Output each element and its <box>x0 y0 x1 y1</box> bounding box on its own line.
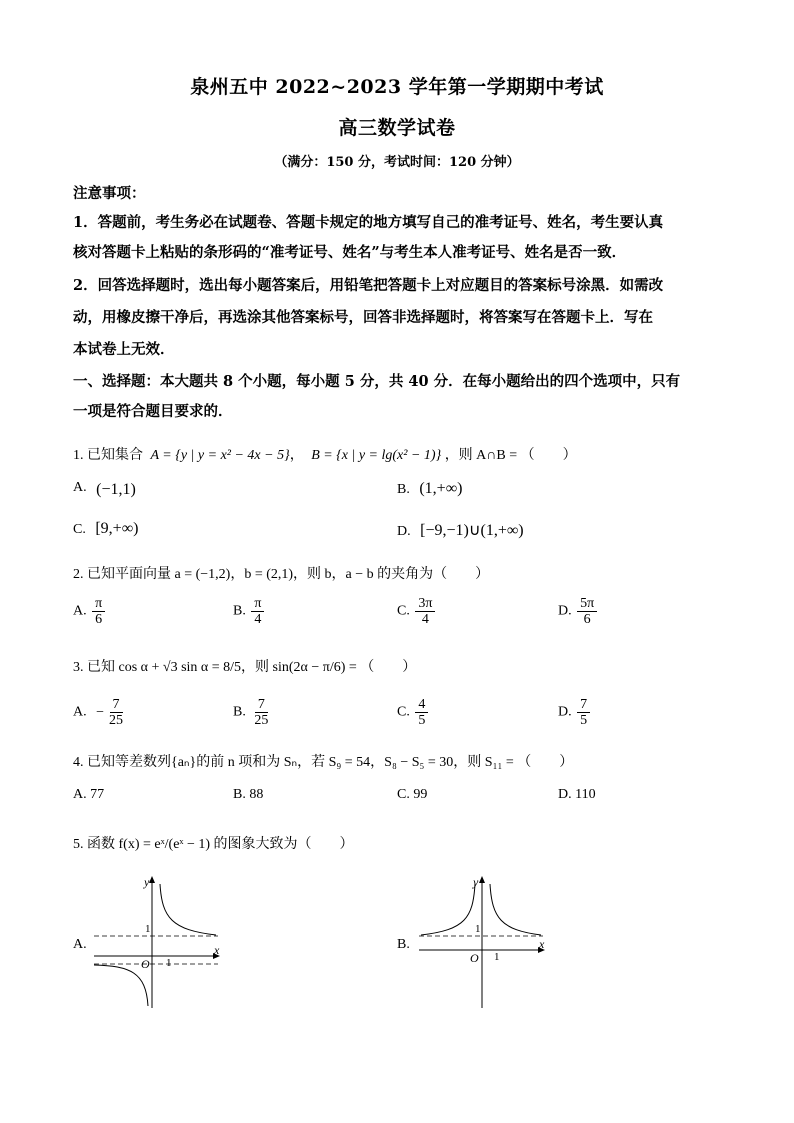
question-2-option-a[interactable] <box>73 596 107 627</box>
option-denominator: 4 <box>421 612 429 627</box>
option-numerator: 7 <box>255 697 268 713</box>
option-denominator: 6 <box>583 612 591 627</box>
curve-right-branch <box>160 884 216 935</box>
question-5-graph-a[interactable] <box>90 870 230 1010</box>
question-5-option-b-label[interactable]: B. <box>397 937 410 952</box>
option-label: C. <box>397 603 410 619</box>
question-1-prefix: 1. 已知集合 <box>73 448 143 463</box>
tick-y-1: 1 <box>475 923 481 935</box>
question-3-option-c[interactable] <box>397 697 430 728</box>
curve-right-branch <box>490 884 541 935</box>
option-numerator: 7 <box>110 697 123 713</box>
origin-label: O <box>141 957 150 971</box>
question-5-stem: 5. 函数 f(x) = eˣ/(eˣ − 1) 的图象大致为（ ） <box>73 837 354 852</box>
option-numerator: π <box>251 596 264 612</box>
notice-item-2-line-3: 本试卷上无效． <box>73 341 175 358</box>
notice-item-2-line-2: 动，用橡皮擦干净后，再选涂其他答案标号，回答非选择题时，将答案写在答题卡上．写在 <box>73 309 653 326</box>
question-1-option-c[interactable] <box>73 520 138 538</box>
question-4-stem: 4. 已知等差数列{aₙ}的前 n 项和为 Sₙ，若 S₉ = 54，S₈ − S₅ = 30，则 S₁₁ = （ ） <box>73 755 574 770</box>
option-label: C. <box>73 522 86 537</box>
curve-left-branch <box>421 884 475 935</box>
option-value: [9,+∞) <box>95 520 139 537</box>
option-numerator: 7 <box>577 697 590 713</box>
curve-left-branch <box>94 965 148 1006</box>
option-denominator: 5 <box>580 713 588 728</box>
question-3-option-d[interactable] <box>558 697 592 728</box>
option-numerator: 5π <box>577 596 597 612</box>
option-label: B. <box>233 704 246 720</box>
option-denominator: 25 <box>109 713 124 728</box>
section-1-heading-line-2: 一项是符合题目要求的． <box>73 403 233 420</box>
page-title: 泉州五中 2022~2023 学年第一学期期中考试 <box>190 76 604 98</box>
tick-x-1: 1 <box>494 951 500 963</box>
option-label: A. <box>73 480 87 495</box>
question-4-option-a[interactable]: A. 77 <box>73 787 105 802</box>
question-3-option-a[interactable] <box>73 697 128 728</box>
notice-heading: 注意事项： <box>73 185 146 202</box>
question-3-option-b[interactable] <box>233 697 273 728</box>
option-denominator: 6 <box>95 612 103 627</box>
option-label: A. <box>73 603 87 619</box>
notice-item-2-line-1: 2．回答选择题时，选出每小题答案后，用铅笔把答题卡上对应题目的答案标号涂黑．如需改 <box>73 277 664 294</box>
option-value: [−9,−1)∪(1,+∞) <box>420 522 524 539</box>
option-value: (1,+∞) <box>419 480 463 497</box>
origin-label: O <box>470 951 479 965</box>
question-1-option-a[interactable] <box>73 480 136 499</box>
x-label: x <box>539 937 545 951</box>
notice-item-1-line-1: 1．答题前，考生务必在试题卷、答题卡规定的地方填写自己的准考证号、姓名，考生要认真 <box>73 214 664 231</box>
question-2-option-d[interactable] <box>558 596 599 627</box>
y-label: y <box>144 875 150 889</box>
question-4-option-c[interactable]: C. 99 <box>397 787 428 802</box>
question-2-stem: 2. 已知平面向量 a = (−1,2)，b = (2,1)，则 b，a − b 的夹角为（ ） <box>73 567 490 582</box>
option-label: D. <box>397 524 411 539</box>
question-3-stem: 3. 已知 cos α + √3 sin α = 8/5，则 sin(2α − π/6) = （ ） <box>73 660 417 675</box>
question-5-option-a-label[interactable]: A. <box>73 937 87 952</box>
question-1-set-a: A = {y | y = x² − 4x − 5} <box>150 448 290 463</box>
tick-y-1: 1 <box>145 923 151 935</box>
option-label: C. <box>397 704 410 720</box>
section-1-heading-line-1: 一、选择题：本大题共 8 个小题，每小题 5 分，共 40 分．在每小题给出的四个选项中，只有 <box>73 373 681 390</box>
option-sign: − <box>96 704 105 720</box>
question-2-option-c[interactable] <box>397 596 437 627</box>
tick-x-1: 1 <box>166 957 172 969</box>
option-label: B. <box>397 482 410 497</box>
page-subtitle: 高三数学试卷 <box>338 117 456 139</box>
option-label: D. <box>558 603 572 619</box>
question-1-ask: ，则 A∩B = （ ） <box>444 448 577 463</box>
option-denominator: 4 <box>254 612 262 627</box>
question-1-option-d[interactable] <box>397 520 524 540</box>
option-denominator: 25 <box>254 713 269 728</box>
x-label: x <box>214 943 220 957</box>
option-label: B. <box>233 603 246 619</box>
question-5-graph-b[interactable] <box>415 870 555 1010</box>
y-axis-arrow <box>149 876 155 883</box>
question-2-option-b[interactable] <box>233 596 266 627</box>
option-numerator: 4 <box>415 697 428 713</box>
y-axis-arrow <box>479 876 485 883</box>
notice-item-1-line-2: 核对答题卡上粘贴的条形码的“准考证号、姓名”与考生本人准考证号、姓名是否一致． <box>73 244 627 261</box>
question-1-set-b: B = {x | y = lg(x² − 1)} <box>311 448 442 463</box>
question-1-option-b[interactable] <box>397 480 462 498</box>
option-numerator: π <box>92 596 105 612</box>
question-1-stem: 1. 已知集合 A = {y | y = x² − 4x − 5}， B = {x | y = lg(x² − 1)} ，则 A∩B = （ ） <box>73 448 577 463</box>
option-value: (−1,1) <box>96 481 136 498</box>
exam-meta: （满分：150 分，考试时间：120 分钟） <box>274 155 520 170</box>
question-4-option-b[interactable]: B. 88 <box>233 787 264 802</box>
option-denominator: 5 <box>418 713 426 728</box>
option-label: A. <box>73 704 87 720</box>
question-4-option-d[interactable]: D. 110 <box>558 787 596 802</box>
y-label: y <box>473 875 479 889</box>
option-label: D. <box>558 704 572 720</box>
option-numerator: 3π <box>415 596 435 612</box>
